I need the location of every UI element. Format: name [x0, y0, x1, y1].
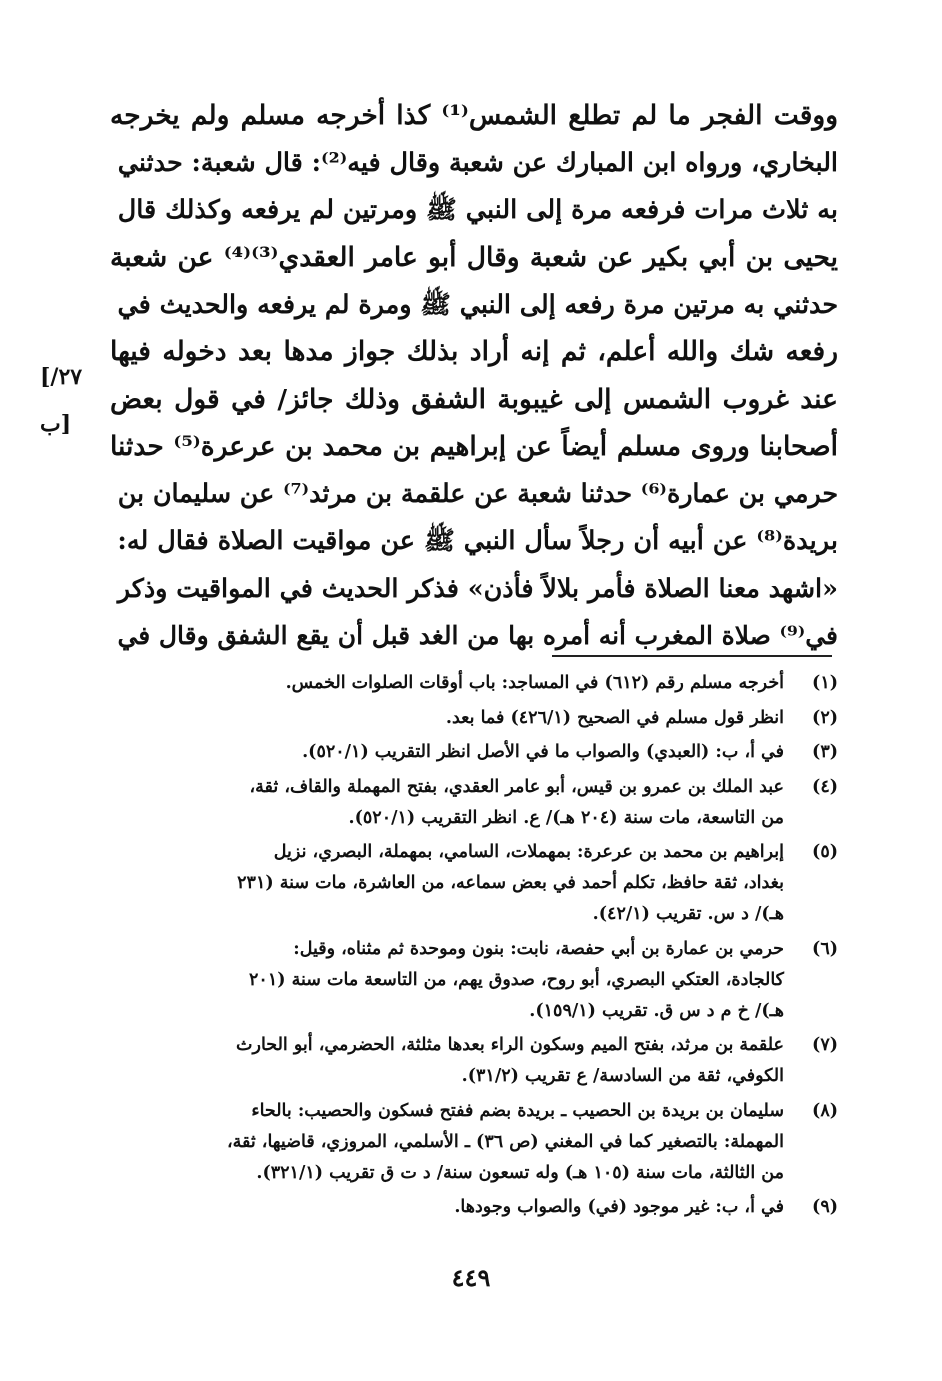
main-text-line: بريدة⁽⁸⁾ عن أبيه أن رجلاً سأل النبي ﷺ عن مواقيت الصلاة فقال له: [117, 525, 838, 556]
main-text-line: به ثلاث مرات فرفعه مرة إلى النبي ﷺ ومرتين لم يرفعه وكذلك قال [117, 194, 838, 225]
footnote-text [130, 703, 784, 734]
footnote-line: سليمان بن بريدة بن الحصيب ـ بريدة بضم ففتح فسكون والحصيب: بالحاء [251, 1100, 784, 1121]
footnote-8 [130, 1096, 838, 1189]
main-text-line: حرمي بن عمارة⁽⁶⁾ حدثنا شعبة عن علقمة بن مرثد⁽⁷⁾ عن سليمان بن [117, 478, 838, 509]
footnote-number: (١) [812, 673, 838, 693]
footnote-text [130, 1192, 784, 1223]
footnote-line: عبد الملك بن عمرو بن قيس، أبو عامر العقدي، بفتح المهملة والقاف، ثقة، [249, 776, 784, 797]
main-text [110, 92, 838, 660]
footnote-text [130, 668, 784, 699]
footnote-line: هـ)/ خ م د س ق. تقريب (١٥٩/١). [529, 1000, 784, 1021]
footnote-line: كالجادة، العتكي البصري، أبو روح، صدوق يهم، من التاسعة مات سنة (٢٠١ [249, 969, 784, 990]
footnote-line: حرمي بن عمارة بن أبي حفصة، نابت: بنون وموحدة ثم مثناه، وقيل: [293, 938, 784, 959]
footnote-3 [130, 737, 838, 768]
footnote-number: (٨) [812, 1100, 838, 1121]
main-text-line: «اشهد معنا الصلاة فأمر بلالاً فأذن» فذكر الحديث في المواقيت وذكر [117, 572, 838, 603]
footnote-line: انظر قول مسلم في الصحيح (٤٢٦/١) فما بعد. [445, 707, 784, 728]
footnote-number: (٦) [812, 938, 838, 959]
footnote-line: إبراهيم بن محمد بن عرعرة: بمهملات، السامي، بمهملة، البصري، نزيل [273, 842, 784, 862]
footnote-4 [130, 772, 838, 834]
footnote-2 [130, 703, 838, 734]
footnote-5 [130, 837, 838, 930]
footnote-line: علقمة بن مرثد، بفتح الميم وسكون الراء بعدها مثلثة، الحضرمي، أبو الحارث [236, 1035, 784, 1055]
footnote-divider [552, 655, 832, 657]
footnote-text [130, 1096, 784, 1189]
page-number: ٤٤٩ [451, 1263, 491, 1292]
footnote-line: المهملة: بالتصغير كما في المغني (ص ٣٦) ـ الأسلمي، المروزي، قاضيها، ثقة، [226, 1131, 784, 1152]
main-text-line: في⁽⁹⁾ صلاة المغرب أنه أمره بها من الغد قبل أن يقع الشفق وقال في [117, 621, 838, 651]
footnote-line: في أ، ب: (العبدي) والصواب ما في الأصل انظر التقريب (٥٢٠/١). [302, 742, 784, 762]
footnote-line: من التاسعة، مات سنة (٢٠٤ هـ)/ ع. انظر التقريب (٥٢٠/١). [348, 807, 784, 828]
footnote-line: الكوفي، ثقة من السادسة/ ع تقريب (٣١/٢). [461, 1066, 784, 1086]
manuscript-folio-marker: [٢٧/ب] [40, 364, 83, 437]
footnote-7 [130, 1030, 838, 1092]
footnote-text [130, 772, 784, 834]
footnotes-list [130, 668, 838, 1227]
footnote-text [130, 837, 784, 930]
main-text-line: رفعه شك والله أعلم، ثم إنه أراد بذلك جواز مدها بعد دخوله فيها [110, 336, 838, 368]
footnote-number: (٣) [812, 742, 838, 762]
main-text-line: أصحابنا وروى مسلم أيضاً عن إبراهيم بن محمد بن عرعرة⁽⁵⁾ حدثنا [110, 431, 838, 463]
footnote-9 [130, 1192, 838, 1223]
footnote-text [130, 934, 784, 1027]
footnote-6 [130, 934, 838, 1027]
footnote-line: في أ، ب: غير موجود (في) والصواب وجودها. [454, 1197, 784, 1217]
footnote-line: هـ)/ د س. تقريب (٤٢/١). [592, 904, 784, 924]
footnote-number: (٩) [812, 1197, 838, 1217]
footnote-number: (٧) [812, 1035, 838, 1055]
footnote-text [130, 1030, 784, 1092]
footnote-number: (٥) [812, 842, 838, 862]
footnote-1 [130, 668, 838, 699]
footnote-text [130, 737, 784, 768]
footnote-number: (٢) [812, 707, 838, 728]
main-text-line: عند غروب الشمس إلى غيبوبة الشفق وذلك جائز/ في قول بعض [110, 383, 838, 415]
main-text-line: يحيى بن أبي بكير عن شعبة وقال أبو عامر العقدي⁽³⁾⁽⁴⁾ عن شعبة [110, 241, 838, 273]
footnote-line: أخرجه مسلم رقم (٦١٢) في المساجد: باب أوقات الصلوات الخمس. [285, 673, 784, 693]
footnote-number: (٤) [812, 776, 838, 797]
main-text-line: البخاري، ورواه ابن المبارك عن شعبة وقال فيه⁽²⁾: قال شعبة: حدثني [117, 147, 838, 178]
footnote-line: من الثالثة، مات سنة (١٠٥ هـ) وله تسعون سنة/ د ت ق تقريب (٣٢١/١). [256, 1162, 784, 1183]
main-text-line: حدثني به مرتين مرة رفعه إلى النبي ﷺ ومرة لم يرفعه والحديث في [117, 289, 838, 320]
footnote-line: بغداد، ثقة حافظ، تكلم أحمد في بعض سماعه، من العاشرة، مات سنة (٢٣١ [237, 873, 784, 893]
main-text-line: ووقت الفجر ما لم تطلع الشمس⁽¹⁾ كذا أخرجه مسلم ولم يخرجه [110, 100, 838, 131]
